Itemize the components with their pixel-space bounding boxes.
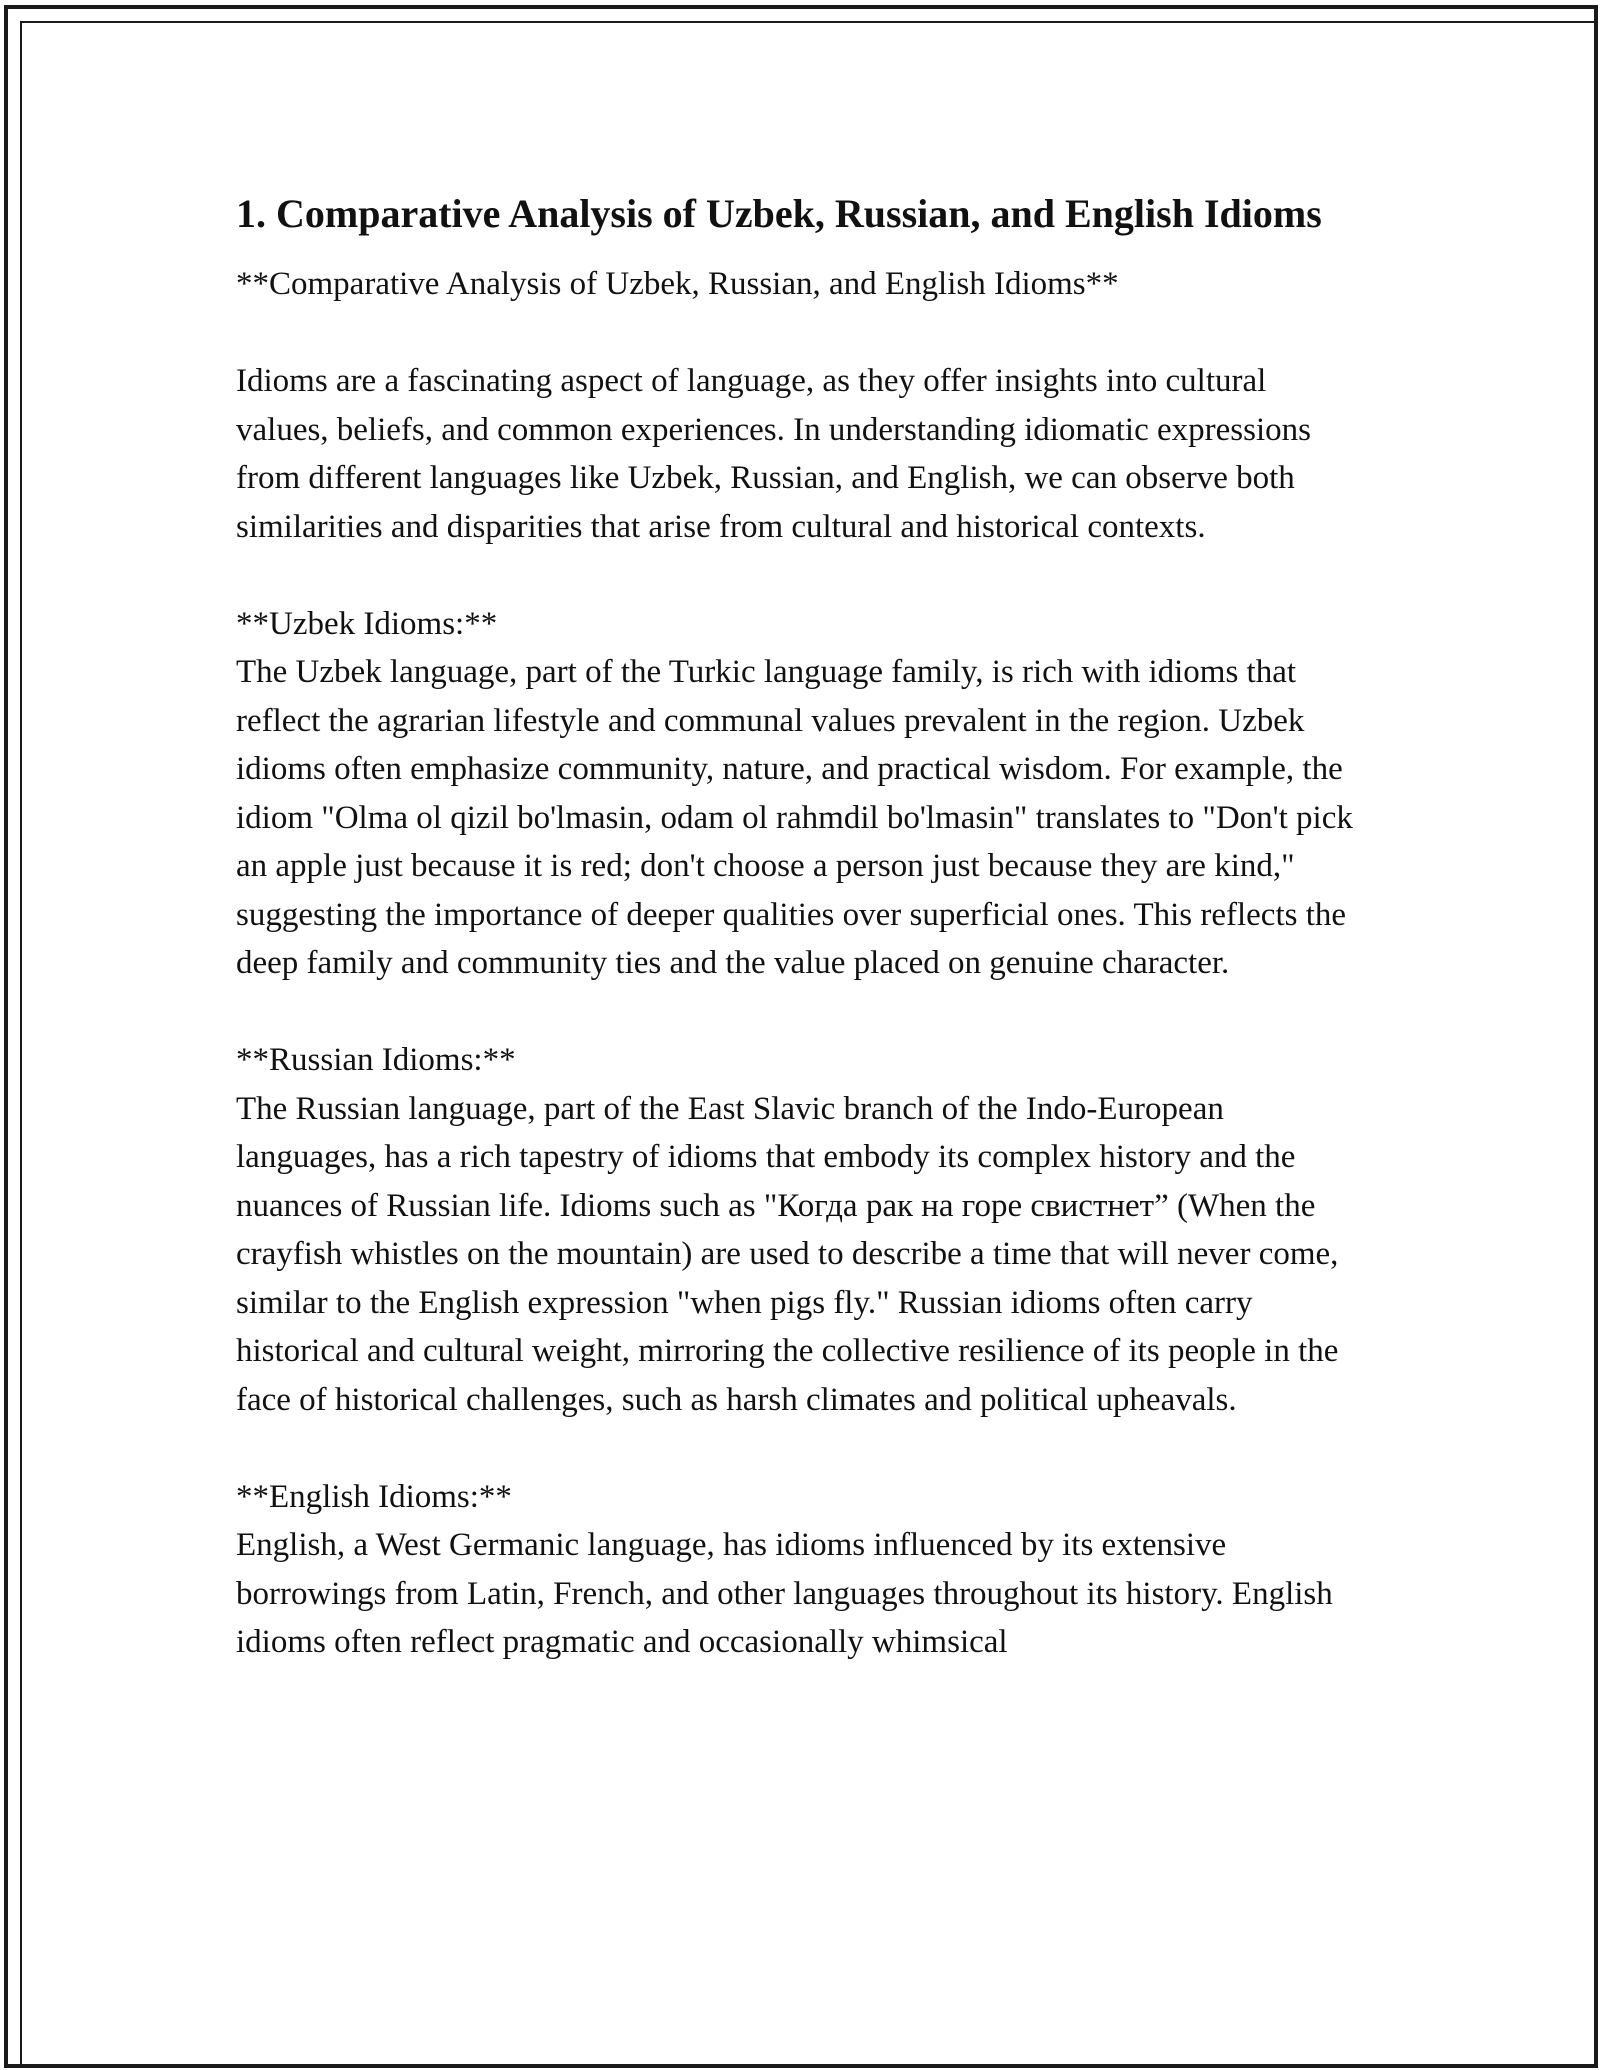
uzbek-paragraph: The Uzbek language, part of the Turkic language family, is rich with idioms that reflect the agrarian lifestyle and communal values prevalent in the region. Uzbek idioms often emphasize community, nature, and practical wisdom. For example, the idiom "Olma ol qizil bo'lmasin, odam ol rahmdil bo'lmasin" translates to "Don't pick an apple just because it is red; don't choose a person just because they are kind," suggesting the importance of deeper qualities over superficial ones. This reflects the deep family and community ties and the value placed on genuine character. xyxy=(236,654,1353,981)
english-paragraph: English, a West Germanic language, has idioms influenced by its extensive borrowings from Latin, French, and other languages throughout its history. English idioms often reflect pragmatic and occasionally whimsical xyxy=(236,1527,1333,1660)
intro-paragraph: Idioms are a fascinating aspect of language, as they offer insights into cultural values, beliefs, and common experiences. In understanding idiomatic expressions from different languages like Uzbek, Russian, and English, we can observe both similarities and disparities that arise from cultural and historical contexts. xyxy=(236,363,1311,545)
russian-paragraph: The Russian language, part of the East Slavic branch of the Indo-European languages, has a rich tapestry of idioms that embody its complex history and the nuances of Russian life. Idioms such as "Когда рак на горе свистнет” (When the crayfish whistles on the mountain) are used to describe a time that will never come, similar to the English expression "when pigs fly." Russian idioms often carry historical and cultural weight, mirroring the collective resilience of its people in the face of historical challenges, such as harsh climates and political upheavals. xyxy=(236,1090,1339,1418)
subtitle-line: **Comparative Analysis of Uzbek, Russian, and English Idioms** xyxy=(236,266,1119,302)
russian-heading: **Russian Idioms:** xyxy=(236,1042,516,1078)
english-heading: **English Idioms:** xyxy=(236,1478,512,1515)
document-body xyxy=(236,260,1366,1667)
document-content xyxy=(236,186,1366,1667)
uzbek-heading: **Uzbek Idioms:** xyxy=(236,605,498,642)
section-heading: 1. Comparative Analysis of Uzbek, Russian, and English Idioms xyxy=(236,191,1322,236)
